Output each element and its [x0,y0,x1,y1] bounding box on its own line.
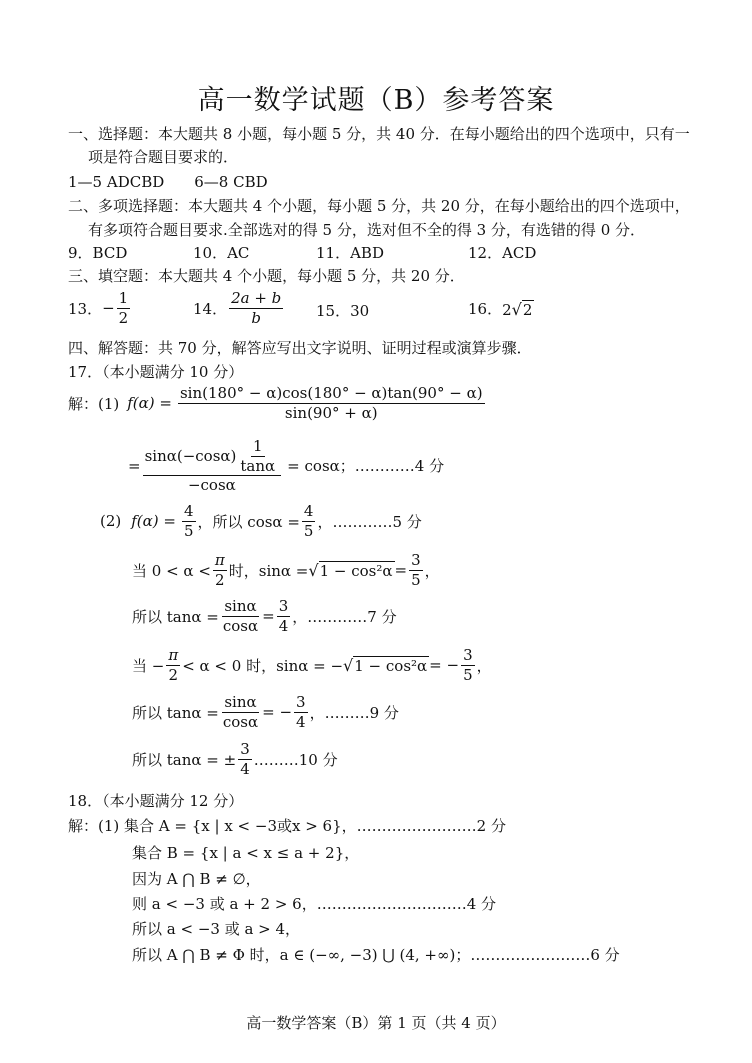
mc-answers: 1—5 ADCBD 6—8 CBD [68,173,268,191]
p17-step2-eq: = [128,456,141,475]
answer-13-fraction [117,290,131,326]
p17-tan2-lhs: 所以 tanα = [132,703,219,722]
p17-step2-inner-num: 1 [253,437,263,455]
page-title: 高一数学试题（B）参考答案 [197,85,555,116]
answer-14-denominator: b [251,308,261,327]
p17-case1-frac [409,552,423,588]
section3-line: 三、填空题：本大题共 4 个小题，每小题 5 分，共 20 分． [68,267,465,285]
p17-final-den: 4 [240,759,250,778]
p17-step2 [128,438,444,494]
p17-tan1-frac2 [277,598,291,634]
p17-case2-sin: < α < 0 时，sinα = − [182,656,344,675]
problem17-header: 17．（本小题满分 10 分） [68,363,244,381]
p17-case1-two: 2 [215,570,225,589]
p18-line6: 所以 A ⋂ B ≠ Φ 时，a ∈ (−∞, −3) ⋃ (4, +∞)；……………………6 分 [132,946,620,964]
radical-sign: √ [511,300,522,319]
p17-tan2-frac2 [294,694,308,730]
p17-tan1-tail: ，…………7 分 [292,607,397,626]
p17-final-lhs: 所以 tanα = ± [132,750,237,769]
p17-case2-pi: π [168,646,179,664]
p17-tan2-num: sinα [224,693,257,711]
p17-case1-den: 5 [411,570,421,589]
p17-tan2-den2: 4 [296,712,306,731]
p17-step2-inner-fraction [238,438,277,474]
p17-part2-tail: ，…………5 分 [317,512,422,531]
p17-tan2-den: cosα [222,712,259,731]
p18-line4: 则 a < −3 或 a + 2 > 6，…………………………4 分 [132,895,497,913]
problem18-header: 18．（本小题满分 12 分） [68,792,244,810]
p17-part2-frac1-num: 4 [183,502,194,520]
answer-15: 15．30 [316,302,370,320]
radical-sign: √ [343,655,354,675]
section2-line1: 二、多项选择题：本大题共 4 个小题，每小题 5 分，共 20 分，在每小题给出的四个选项中， [68,197,690,215]
p17-part2-mid: ，所以 cosα = [197,512,300,531]
p17-case2-den: 5 [463,665,473,684]
p17-part2-frac2-num: 4 [303,502,314,520]
p17-case2-two: 2 [168,665,179,684]
p17-tan1-frac [221,598,260,634]
p17-case1-tail: ， [424,561,440,580]
p17-case1-pi: π [214,551,225,569]
p17-step2-numerator [143,438,282,476]
answer-16-label: 16． [468,300,503,318]
p17-part2-frac2-den: 5 [303,521,314,540]
p17-step1-denominator: sin(90° + α) [284,403,378,422]
p17-case1-sin: 时，sinα = [228,561,309,580]
p17-part2-frac2 [302,503,316,539]
p17-tan2 [132,694,399,730]
p17-tan2-eq: = − [262,703,293,721]
p17-case2-tail: ， [476,656,492,675]
p17-step2-denominator: −cosα [187,476,236,494]
p17-part2-label: (2) [100,512,122,530]
p17-case1-eq: = [394,561,408,579]
p17-case2 [132,647,492,683]
p17-final [132,741,338,777]
p17-case2-cond: 当 − [132,656,165,675]
answer-9: 9．BCD [68,244,128,262]
p17-tan1-eq: = [262,607,275,625]
p17-step1-lhs: f(α) = [127,394,172,412]
p17-part2-lhs: f(α) = [131,512,176,530]
section2-line2: 有多项符合题目要求.全部选对的得 5 分，选对但不全的得 3 分，有选错的得 0 分． [88,221,646,239]
p17-case1 [132,552,440,588]
p17-step1 [68,385,487,421]
answer-16-radicand: 2 [522,301,533,319]
answer-16-sqrt [512,300,535,319]
answer-13 [68,290,132,326]
p17-case1-radicand: 1 − cos²α [319,561,393,580]
p17-case1-num: 3 [411,551,421,569]
section4-line: 四、解答题：共 70 分，解答应写出文字说明、证明过程或演算步骤． [68,339,532,357]
p17-step2-fraction [143,438,282,494]
p18-line3: 因为 A ⋂ B ≠ ∅， [132,870,261,888]
answer-14-label: 14． [193,299,228,318]
answer-14 [193,290,285,326]
p18-line5: 所以 a < −3 或 a > 4， [132,920,301,938]
p17-tan1-den2: 4 [278,616,289,635]
p17-case2-pi-frac [166,647,180,683]
p17-final-frac [238,741,252,777]
p17-case2-sqrt [343,656,429,675]
p17-final-tail: ………10 分 [253,750,338,769]
p17-step1-numerator: sin(180° − α)cos(180° − α)tan(90° − α) [179,384,483,402]
p17-case1-sqrt [308,561,394,580]
radical-sign: √ [308,560,319,580]
p17-part2 [100,503,422,539]
answer-16-coef: 2 [502,301,512,319]
p17-step2-numerator-a: sinα(−cosα) [144,446,237,465]
page-footer: 高一数学答案（B）第 1 页（共 4 页） [246,1014,506,1032]
answer-14-numerator: 2a + b [231,289,282,307]
p17-step2-result: = cosα；…………4 分 [287,457,445,476]
section1-line2: 项是符合题目要求的． [88,148,239,166]
p17-tan1 [132,598,397,634]
answer-13-sign: − [102,299,115,317]
answer-14-fraction [229,290,283,326]
p17-part2-frac1-den: 5 [183,521,194,540]
p17-case1-pi-frac [213,552,227,588]
p17-tan1-num: sinα [224,597,257,615]
answer-11: 11．ABD [316,244,384,262]
p17-part2-frac1 [182,503,196,539]
p17-tan2-tail: ，………9 分 [309,703,399,722]
answer-13-label: 13． [68,299,103,318]
answer-13-denominator: 2 [118,308,129,327]
p18-line2: 集合 B = {x | a < x ≤ a + 2}， [132,844,360,862]
p17-tan2-num2: 3 [296,693,306,711]
p17-tan1-lhs: 所以 tanα = [132,607,219,626]
answer-12: 12．ACD [468,244,537,262]
section1-line1: 一、选择题：本大题共 8 小题，每小题 5 分，共 40 分．在每小题给出的四个选项中，只有一 [68,125,690,143]
p17-tan1-den: cosα [222,616,259,635]
p17-case2-eq: = − [429,656,460,674]
answer-10: 10．AC [193,244,250,262]
p17-tan2-frac [221,694,260,730]
p18-line1: 解：(1) 集合 A = {x | x < −3或x > 6}，……………………2 分 [68,817,506,835]
p17-case2-frac [461,647,475,683]
p17-final-num: 3 [240,740,250,758]
p17-tan1-num2: 3 [278,597,289,615]
p17-case2-radicand: 1 − cos²α [354,656,428,675]
p17-step1-label: 解：(1) [68,394,120,413]
p17-case2-num: 3 [463,646,473,664]
p17-step2-inner-den: tanα [240,456,276,475]
p17-step1-fraction [178,385,485,421]
p17-case1-cond: 当 0 < α < [132,561,211,580]
answer-16 [468,298,534,319]
answer-13-numerator: 1 [118,289,129,307]
